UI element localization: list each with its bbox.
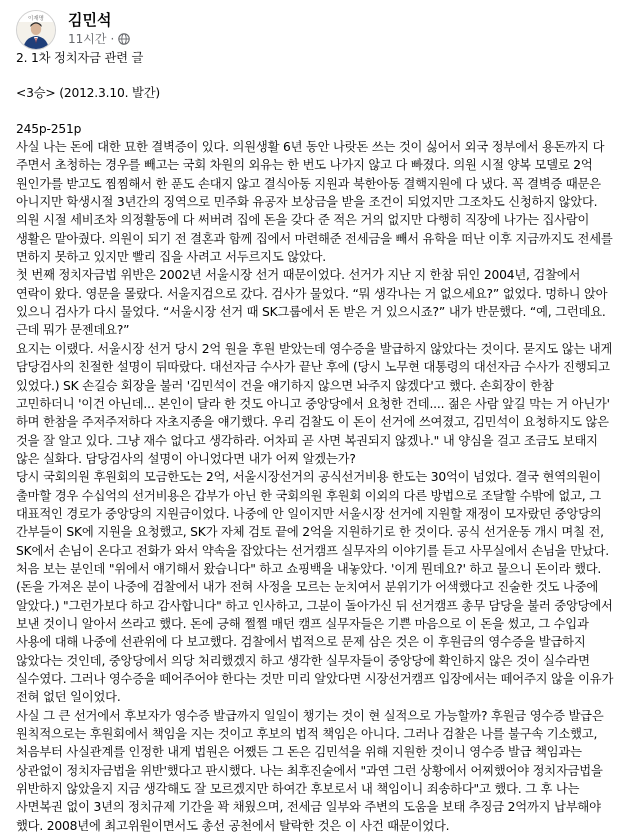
post-meta (68, 31, 130, 47)
meta-separator: · (110, 32, 115, 46)
author-name[interactable]: 김민석 (68, 11, 112, 29)
post-header (16, 10, 610, 50)
paragraph: 첫 번째 정치자금법 위반은 2002년 서울시장 선거 때문이었다. 선거가 지난 지 한참 뒤인 2004년, 검찰에서 연락이 왔다. 영문을 몰랐다. 서울지검으로 갔다. 검사가 물었다. “뭐 생각나는 거 없으세요?” 없었다. 멍하니 앉아 있으니 검사가 다시 물었다. “서울시장 선거 때 SK그룹에서 돈 받은 거 있으시죠?” 내가 반문했다. “예, 그런데요. 근데 뭐가 문젠데요?” (16, 268, 608, 338)
paragraph: 요지는 이랬다. 서울시장 선거 당시 2억 원을 후원 받았는데 영수증을 발급하지 않았다는 것이다. 묻지도 않는 내게 담당검사의 친절한 설명이 뒤따랐다. 대선자금 수사가 끝난 후에 (당시 노무현 대통령의 대선자금 수사가 진행되고 있었다.) SK 손길승 회장을 불러 '김민석이 건을 얘기하지 않으면 놔주지 않겠다'고 했다. 손회장이 한참 고민하더니 '이건 아닌데... 본인이 달라 한 것도 아니고 중앙당에서 요청한 건데.... 젊은 사람 앞길 막는 거 아닌가' 하며 한참을 주저주저하다 자초지종을 얘기했다. 우리 검찰도 이 돈이 선거에 쓰여졌고, 김민석이 요청하지도 않은 것을 잘 알고 있다. 그냥 재수 없다고 생각하라. 어차피 곧 사면 복권되지 않겠나." 내 양심을 걸고 조금도 보태지 않은 실화다. 담당검사의 설명이 아니었다면 내가 어찌 알겠는가? (16, 341, 613, 466)
spacer (16, 67, 614, 84)
avatar-caption: 이재명 (28, 16, 44, 22)
avatar-photo (17, 11, 55, 49)
paragraph: 사실 그 큰 선거에서 후보자가 영수증 발급까지 일일이 챙기는 것이 현 실적으로 가능할까? 후원금 영수증 발급은 원칙적으로는 후원회에서 책임을 지는 것이고 후보의 법적 책임은 아니다. 그러나 검찰은 나를 불구속 기소했고, 처음부터 사실관계를 인정한 내게 법원은 어쨌든 그 돈은 김민석을 위해 지원한 것이니 영수증 발급 책임과는 상관없이 정치자금법을 위반'했다고 판시했다. 나는 최후진술에서 "과연 그런 상황에서 어찌했어야 정치자금법을 위반하지 않았을지 지금 생각해도 잘 모르겠지만 하여간 후보로서 내 책임이니 죄송하다"고 했다. 그 후 나는 사면복권 없이 3년의 정치규제 기간을 꽉 채웠으며, 전세금 일부와 주변의 도움을 보태 추징금 2억까지 납부해야 했다. 2008년에 최고위원이면서도 총선 공천에서 탈락한 것은 이 사건 때문이었다. (16, 708, 604, 833)
page-range: 245p-251p (16, 121, 82, 136)
post-title: 2. 1차 정치자금 관련 글 (16, 51, 144, 65)
avatar[interactable] (16, 10, 56, 50)
post-time[interactable]: 11시간 (68, 32, 107, 46)
spacer (16, 103, 614, 120)
paragraph: 사실 나는 돈에 대한 묘한 결벽증이 있다. 의원생활 6년 동안 나랏돈 쓰는 것이 싫어서 외국 정부에서 용돈까지 다 주면서 초청하는 경우를 빼고는 국회 차원의 외유는 한 번도 나가지 않고 다 빠졌다. 의원 시절 양복 모델로 2억 원인가를 받고도 찜찜해서 한 푼도 손대지 않고 결식아동 지원과 북한아동 결핵지원에 다 냈다. 꼭 결벽증 때문은 아니지만 학생시절 3년간의 징역으로 민주화 유공자 보상금을 받을 조건이 되었지만 그조차도 신청하지 않았다. 의원 시절 세비조차 의정활동에 다 써버려 집에 돈을 갖다 준 적은 거의 없지만 다행히 직장에 나가는 집사람이 생활은 맡아줬다. 의원이 되기 전 결혼과 함께 집에서 마련해준 전세금을 빼서 유학을 떠난 이후 지금까지도 전세를 면하지 못하고 있지만 빨리 집을 사려고 서두르지도 않았다. (16, 140, 613, 265)
paragraph: 당시 국회의원 후원회의 모금한도는 2억, 서울시장선거의 공식선거비용 한도는 30억이 넘었다. 결국 현역의원이 출마할 경우 수십억의 선거비용은 갑부가 아닌 한 국회의원 후원회 이외의 다른 방법으로 조달할 수밖에 없고, 그 대표적인 경로가 중앙당의 지원금이었다. 나중에 안 일이지만 서울시장 선거에 지원할 재정이 모자랐던 중앙당의 간부들이 SK에 지원을 요청했고, SK가 자체 검토 끝에 2억을 지원하기로 한 것이다. 공식 선거운동 개시 며칠 전, SK에서 손님이 온다고 전화가 와서 약속을 잡았다는 선거캠프 실무자의 이야기를 듣고 사무실에서 손님을 만났다. 처음 보는 분인데 "위에서 얘기해서 왔습니다" 하고 쇼핑백을 내놓았다. '이게 뭔데요?' 하고 물으니 돈이라 했다. (돈을 가져온 분이 나중에 검찰에서 내가 전혀 사정을 모르는 눈치여서 분위기가 어색했다고 진술한 것도 나중에 알았다.) "그런가보다 하고 감사합니다" 하고 인사하고, 그분이 돌아가신 뒤 선거캠프 총무 담당을 불러 중앙당에서 보낸 것이니 알아서 쓰라고 했다. 돈에 긍해 쩔쩔 매던 캠프 실무자들은 기쁜 마음으로 이 돈을 썼고, 그 수입과 사용에 대해 나중에 선관위에 다 보고했다. 검찰에서 법적으로 문제 삼은 것은 이 후원금의 영수증을 발급하지 않았다는 것인데, 중앙당에서 의당 처리했겠지 하고 생각한 실무자들이 중앙당에 확인하지 않은 것이 실수라면 실수였다. 그러나 영수증을 떼어주어야 한다는 것만 미리 알았다면 시장선거캠프 입장에서는 떼어주지 않을 이유가 전혀 없던 일이었다. (16, 470, 614, 705)
book-info: <3승> (2012.3.10. 발간) (16, 86, 160, 101)
globe-icon[interactable] (118, 33, 130, 45)
post-body (16, 49, 614, 835)
